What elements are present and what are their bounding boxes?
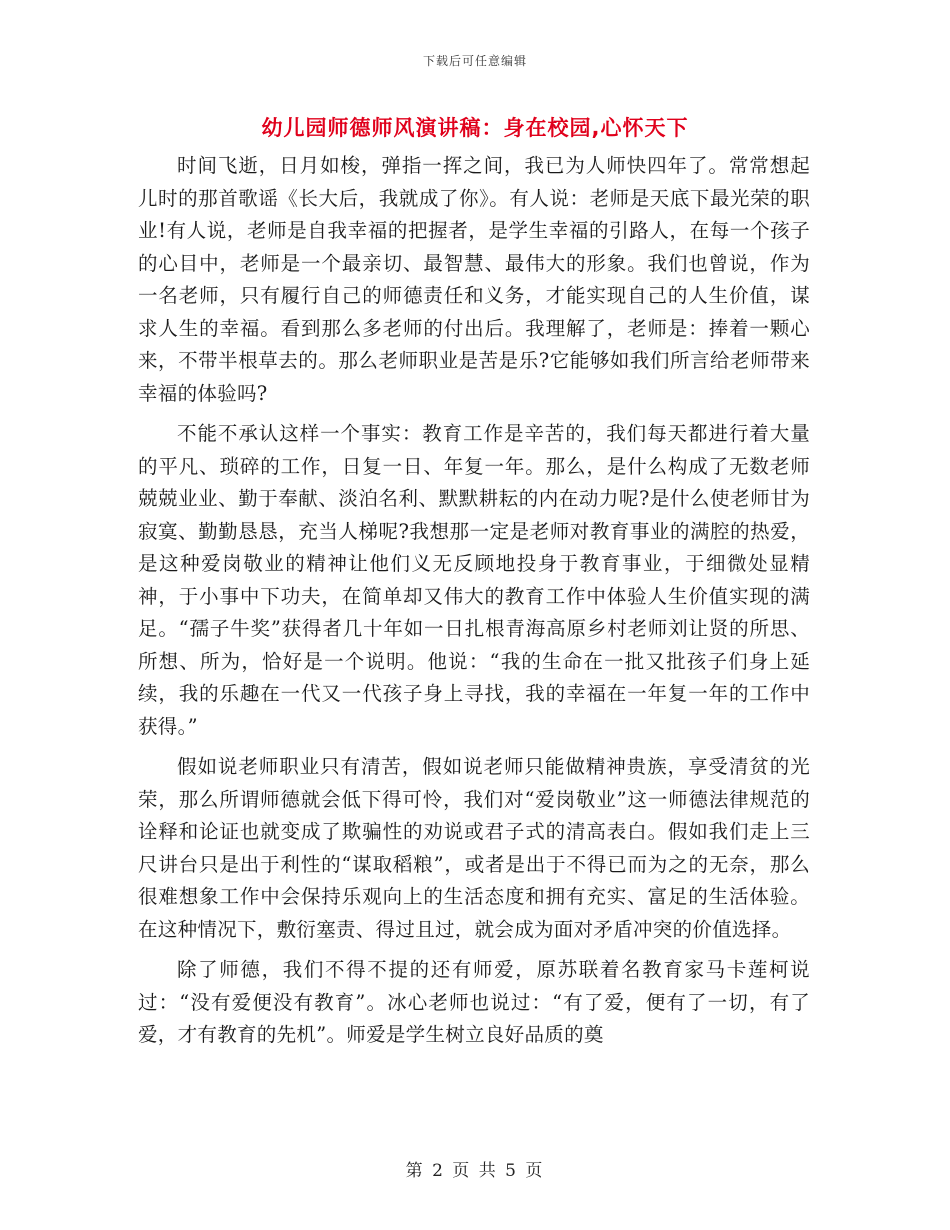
paragraph-4: 除了师德，我们不得不提的还有师爱，原苏联着名教育家马卡莲柯说过：“没有爱便没有教育”。冰心老师也说过：“有了爱，便有了一切，有了爱，才有教育的先机”。师爱是学生树立良好品质的奠: [138, 958, 810, 1046]
page-header-note: 下载后可任意编辑: [422, 54, 527, 68]
paragraph-3: 假如说老师职业只有清苦，假如说老师只能做精神贵族，享受清贫的光荣，那么所谓师德就会低下得可怜，我们对“爱岗敬业”这一师德法律规范的诠释和论证也就变成了欺骗性的劝说或君子式的清高表白。假如我们走上三尺讲台只是出于利性的“谋取稻粮”，或者是出于不得已而为之的无奈，那么很难想象工作中会保持乐观向上的生活态度和拥有充实、富足的生活体验。在这种情况下，敷衍塞责、得过且过，就会成为面对矛盾冲突的价值选择。: [138, 755, 810, 941]
paragraph-2: 不能不承认这样一个事实：教育工作是辛苦的，我们每天都进行着大量的平凡、琐碎的工作，日复一日、年复一年。那么，是什么构成了无数老师兢兢业业、勤于奉献、淡泊名利、默默耕耘的内在动力呢?是什么使老师甘为寂寞、勤勤恳恳，充当人梯呢?我想那一定是老师对教育事业的满腔的热爱，是这种爱岗敬业的精神让他们义无反顾地投身于教育事业，于细微处显精神，于小事中下功夫，在简单却又伟大的教育工作中体验人生价值实现的满足。“孺子牛奖”获得者几十年如一日扎根青海高原乡村老师刘让贤的所思、所想、所为，恰好是一个说明。他说：“我的生命在一批又批孩子们身上延续，我的乐趣在一代又一代孩子身上寻找，我的幸福在一年复一年的工作中获得。”: [138, 422, 810, 738]
page-number-footer: 第 2 页 共 5 页: [405, 1161, 545, 1181]
document-title: 幼儿园师德师风演讲稿：身在校园,心怀天下: [261, 116, 689, 140]
document-body: [138, 150, 810, 1060]
paragraph-1: 时间飞逝，日月如梭，弹指一挥之间，我已为人师快四年了。常常想起儿时的那首歌谣《长大后，我就成了你》。有人说：老师是天底下最光荣的职业!有人说，老师是自我幸福的把握者，是学生幸福的引路人，在每一个孩子的心目中，老师是一个最亲切、最智慧、最伟大的形象。我们也曾说，作为一名老师，只有履行自己的师德责任和义务，才能实现自己的人生价值，谋求人生的幸福。看到那么多老师的付出后。我理解了，老师是：捧着一颗心来，不带半根草去的。那么老师职业是苦是乐?它能够如我们所言给老师带来幸福的体验吗?: [138, 154, 810, 405]
